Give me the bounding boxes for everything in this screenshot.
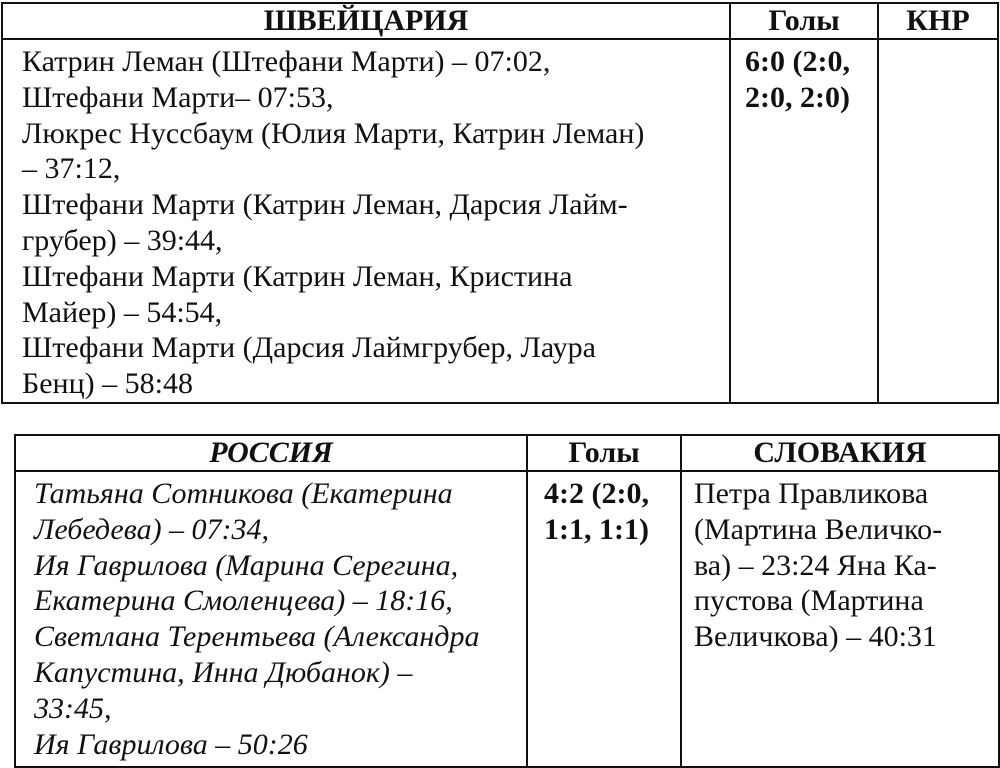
- goal-line: Штефани Марти (Катрин Леман, Кристина: [22, 259, 573, 293]
- goal-line: Штефани Марти (Катрин Леман, Дарсия Лайм-: [22, 188, 628, 222]
- score-cell: [730, 39, 878, 403]
- score-line: 1:1, 1:1): [544, 512, 649, 546]
- goal-line: (Мартина Величко-: [694, 512, 943, 546]
- goal-line: Люкрес Нуссбаум (Юлия Марти, Катрин Леман): [22, 116, 645, 150]
- goal-line: Ия Гаврилова (Марина Серегина,: [34, 548, 459, 582]
- goals-row: [2, 39, 998, 403]
- goal-line: ва) – 23:24 Яна Ка-: [694, 548, 937, 582]
- goal-line: Штефани Марти (Дарсия Лаймгрубер, Лаура: [22, 331, 596, 365]
- goal-line: пустова (Мартина: [694, 584, 924, 618]
- goal-line: Татьяна Сотникова (Екатерина: [34, 477, 453, 510]
- header-row: [15, 435, 999, 471]
- header-row: [2, 3, 998, 39]
- goal-line: Капустина, Инна Дюбанок) –: [34, 655, 413, 689]
- goal-line: Ия Гаврилова – 50:26: [34, 727, 308, 761]
- goal-line: Катрин Леман (Штефани Марти) – 07:02,: [22, 45, 551, 78]
- team2-header: КНР: [878, 3, 998, 39]
- goals-header: Голы: [730, 3, 878, 39]
- team1-goals-cell: [15, 471, 527, 767]
- team1-goals-cell: [2, 39, 730, 403]
- goal-line: Лебедева) – 07:34,: [34, 512, 270, 546]
- goal-line: Петра Правликова: [694, 477, 929, 510]
- team1-header: РОССИЯ: [15, 435, 527, 471]
- goals-row: [15, 471, 999, 767]
- score-line: 2:0, 2:0): [745, 80, 850, 114]
- team1-header: ШВЕЙЦАРИЯ: [2, 3, 730, 39]
- match-table-switzerland-china: [1, 2, 999, 404]
- goal-line: 33:45,: [34, 691, 112, 725]
- team2-goals-cell: [681, 471, 999, 767]
- goal-line: Величкова) – 40:31: [694, 620, 937, 654]
- goal-line: Светлана Терентьева (Александра: [34, 620, 480, 654]
- goal-line: Екатерина Смоленцева) – 18:16,: [34, 584, 453, 618]
- team2-header: СЛОВАКИЯ: [681, 435, 999, 471]
- goal-line: Штефани Марти– 07:53,: [22, 80, 334, 114]
- score-line: 6:0 (2:0,: [745, 45, 850, 78]
- score-line: 4:2 (2:0,: [544, 477, 649, 510]
- goal-line: Бенц) – 58:48: [22, 367, 193, 401]
- goal-line: – 37:12,: [22, 152, 121, 186]
- goals-header: Голы: [527, 435, 681, 471]
- match-table-russia-slovakia: [14, 434, 1000, 768]
- team2-goals-cell: [878, 39, 998, 403]
- score-cell: [527, 471, 681, 767]
- goal-line: грубер) – 39:44,: [22, 223, 223, 257]
- goal-line: Майер) – 54:54,: [22, 295, 223, 329]
